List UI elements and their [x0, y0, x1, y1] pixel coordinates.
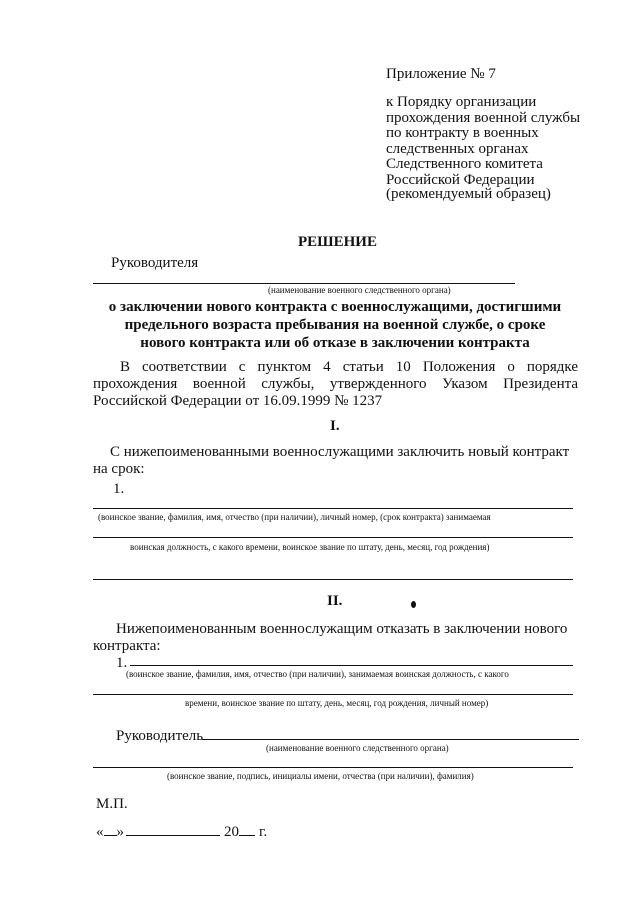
- subject-line: предельного возраста пребывания на военной службе, о сроке: [124, 317, 546, 333]
- head-label: Руководителя: [111, 255, 199, 271]
- section-2-line-1: Нижепоименованным военнослужащим отказать в заключении нового: [116, 621, 568, 637]
- section-2-line-2: контракта:: [93, 638, 161, 654]
- date-year-suffix: г.: [259, 824, 268, 840]
- month-blank: [126, 835, 220, 836]
- ink-dot: [411, 601, 416, 608]
- stamp-mark: М.П.: [96, 796, 128, 812]
- section-2-underline-1: [130, 665, 573, 666]
- sample-note: (рекомендуемый образец): [386, 186, 551, 202]
- section-2-caption-2: времени, воинское звание по штату, день, месяц, год рождения, личный номер): [185, 698, 489, 708]
- section-1-line-1: С нижепоименованными военнослужащими заключить новый контракт: [110, 444, 570, 460]
- basis-line-2: прохождения военной службы, утвержденного Указом Президента: [93, 376, 578, 392]
- appendix-ref-line: Следственного комитета: [386, 156, 543, 172]
- signature-label: Руководитель: [116, 728, 204, 744]
- signature-caption-2: (воинское звание, подпись, инициалы имени, отчества (при наличии), фамилия): [167, 771, 474, 781]
- head-caption: (наименование военного следственного органа): [268, 285, 451, 295]
- date-close-quote: »: [116, 824, 124, 840]
- date-century: 20: [224, 824, 239, 840]
- section-1-underline-1: [93, 508, 573, 509]
- date-line: [96, 824, 267, 840]
- section-2-caption-1: (воинское звание, фамилия, имя, отчество (при наличии), занимаемая воинская должность, с какого: [126, 669, 509, 679]
- subject-line: о заключении нового контракта с военнослужащими, достигшими: [108, 299, 562, 315]
- section-1-caption-2: воинская должность, с какого времени, воинское звание по штату, день, месяц, год рождения): [130, 542, 490, 552]
- section-2-item-number: 1.: [116, 655, 128, 671]
- signature-caption-1: (наименование военного следственного органа): [266, 743, 449, 753]
- section-1-line-2: на срок:: [93, 461, 145, 477]
- appendix-reference: [386, 95, 580, 188]
- section-1-underline-2: [93, 537, 573, 538]
- section-2-underline-2: [93, 694, 573, 695]
- appendix-ref-line: прохождения военной службы: [386, 109, 581, 126]
- basis-line-1: В соответствии с пунктом 4 статьи 10 Положения о порядке: [120, 359, 578, 375]
- appendix-ref-line: по контракту в военных: [386, 125, 539, 141]
- section-1-numeral: I.: [330, 418, 340, 434]
- year-blank: [239, 835, 255, 836]
- section-1-caption-1: (воинское звание, фамилия, имя, отчество (при наличии), личный номер, (срок контракта) занимаемая: [98, 512, 491, 522]
- basis-line-3: Российской Федерации от 16.09.1999 № 1237: [93, 393, 383, 409]
- head-underline: [93, 283, 515, 284]
- document-title: РЕШЕНИЕ: [298, 234, 377, 250]
- date-open-quote: «: [96, 824, 104, 840]
- section-2-numeral: II.: [327, 593, 343, 609]
- section-1-underline-3: [93, 579, 573, 580]
- appendix-ref-line: к Порядку организации: [386, 94, 537, 110]
- signature-underline-1: [202, 739, 579, 740]
- day-blank: [104, 835, 117, 836]
- section-1-item-number: 1.: [113, 481, 125, 497]
- appendix-ref-line: следственных органах: [386, 140, 529, 157]
- subject-line: нового контракта или об отказе в заключении контракта: [140, 335, 530, 351]
- subject: [90, 298, 580, 352]
- signature-underline-2: [93, 767, 573, 768]
- appendix-ref-line: Российской Федерации: [386, 171, 535, 188]
- appendix-number: Приложение № 7: [386, 66, 496, 82]
